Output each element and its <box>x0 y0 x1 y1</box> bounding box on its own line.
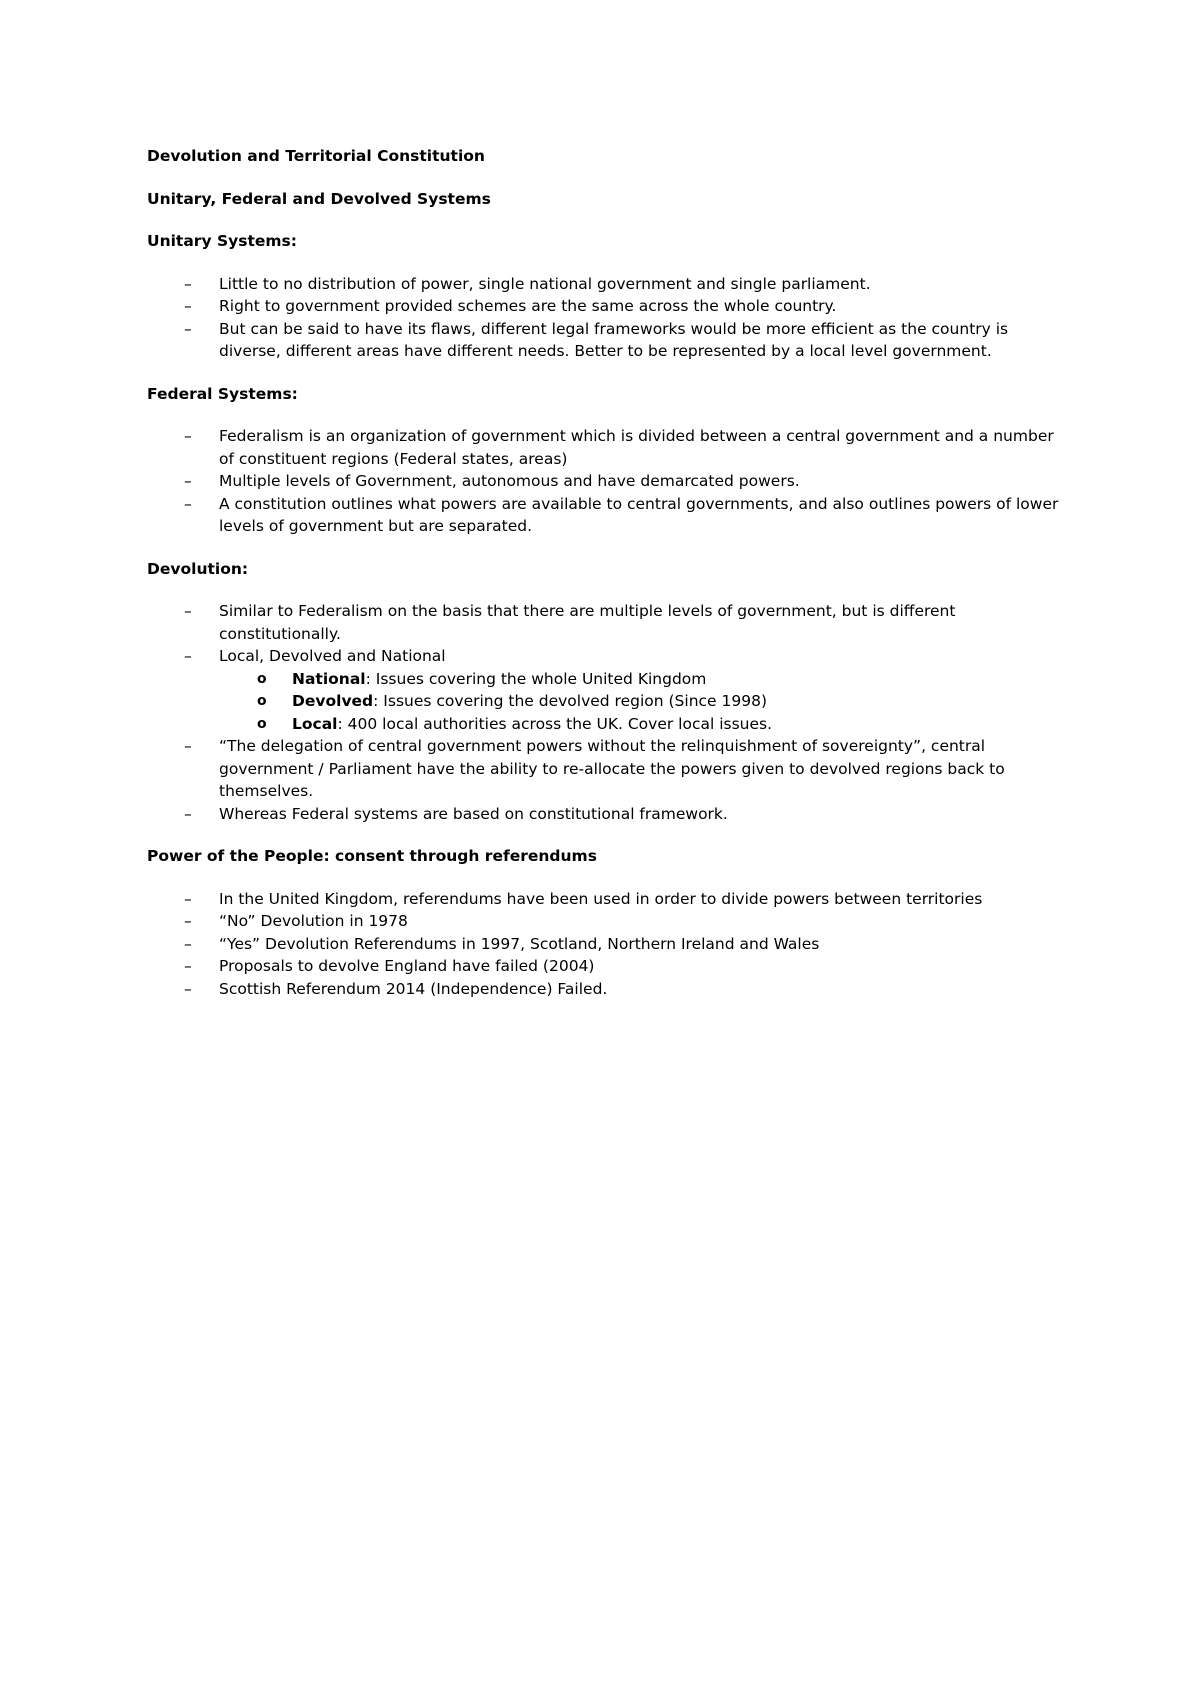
document-page <box>147 145 1067 1020</box>
list-item: – Multiple levels of Government, autonomous and have demarcated powers. <box>147 470 1067 493</box>
federal-list <box>147 425 1067 538</box>
list-item: – Little to no distribution of power, single national government and single parliament. <box>147 273 1067 296</box>
list-item: – “No” Devolution in 1978 <box>147 910 1067 933</box>
dash-bullet: – <box>184 297 192 315</box>
dash-bullet: – <box>184 912 192 930</box>
dash-bullet: – <box>184 889 192 908</box>
unitary-heading: Unitary Systems: <box>147 232 297 250</box>
list-item: – Whereas Federal systems are based on constitutional framework. <box>147 803 1067 826</box>
sub-list-item: o Devolved: Issues covering the devolved region (Since 1998) <box>147 690 1067 713</box>
list-item: – “The delegation of central government powers without the relinquishment of sovereignty”, central government / Parliament have the ability to re-allocate the powers given to devolved regions back to themselves. <box>184 737 1005 800</box>
dash-bullet: – <box>184 647 192 665</box>
federal-heading: Federal Systems: <box>147 384 298 403</box>
circle-bullet: o <box>257 693 267 709</box>
list-item: – Similar to Federalism on the basis that there are multiple levels of government, but is different constitutionally. <box>184 602 956 643</box>
dash-bullet: – <box>184 494 192 513</box>
devolution-list <box>147 600 1067 825</box>
dash-bullet: – <box>184 274 192 293</box>
dash-bullet: – <box>184 472 192 490</box>
list-item: – “Yes” Devolution Referendums in 1997, Scotland, Northern Ireland and Wales <box>147 933 1067 956</box>
sub-list-item: o Local: 400 local authorities across the UK. Cover local issues. <box>147 713 1067 736</box>
list-item: – But can be said to have its flaws, different legal frameworks would be more efficient as the country is diverse, different areas have different needs. Better to be represented by a local level government. <box>184 319 1009 360</box>
list-item: – Federalism is an organization of government which is divided between a central government and a number of constituent regions (Federal states, areas) <box>184 427 1054 468</box>
referendums-list <box>147 888 1067 1001</box>
document-subtitle: Unitary, Federal and Devolved Systems <box>147 189 491 208</box>
dash-bullet: – <box>184 804 192 823</box>
referendums-heading: Power of the People: consent through referendums <box>147 847 597 865</box>
government-levels-list <box>219 668 1067 736</box>
dash-bullet: – <box>184 319 192 338</box>
devolution-heading: Devolution: <box>147 559 249 578</box>
dash-bullet: – <box>184 934 192 953</box>
list-item: – Proposals to devolve England have failed (2004) <box>147 955 1067 978</box>
document-title: Devolution and Territorial Constitution <box>147 147 485 165</box>
unitary-list <box>147 273 1067 363</box>
circle-bullet: o <box>257 670 267 687</box>
sub-list-item: o National: Issues covering the whole United Kingdom <box>147 668 1067 691</box>
dash-bullet: – <box>184 427 192 445</box>
dash-bullet: – <box>184 957 192 975</box>
list-item: – Local, Devolved and National o National: Issues covering the whole United Kingdom o Devolved: Issues covering the devolved region (Since 1998) o Local: 400 local authorities across the UK. Cover local issues. <box>147 645 1067 735</box>
dash-bullet: – <box>184 602 192 620</box>
dash-bullet: – <box>184 979 192 998</box>
list-item: – In the United Kingdom, referendums have been used in order to divide powers between territories <box>147 888 1067 911</box>
dash-bullet: – <box>184 737 192 755</box>
list-item: – Right to government provided schemes are the same across the whole country. <box>147 295 1067 318</box>
circle-bullet: o <box>257 715 267 732</box>
list-item: – A constitution outlines what powers are available to central governments, and also outlines powers of lower levels of government but are separated. <box>184 494 1059 535</box>
list-item: – Scottish Referendum 2014 (Independence) Failed. <box>147 978 1067 1001</box>
